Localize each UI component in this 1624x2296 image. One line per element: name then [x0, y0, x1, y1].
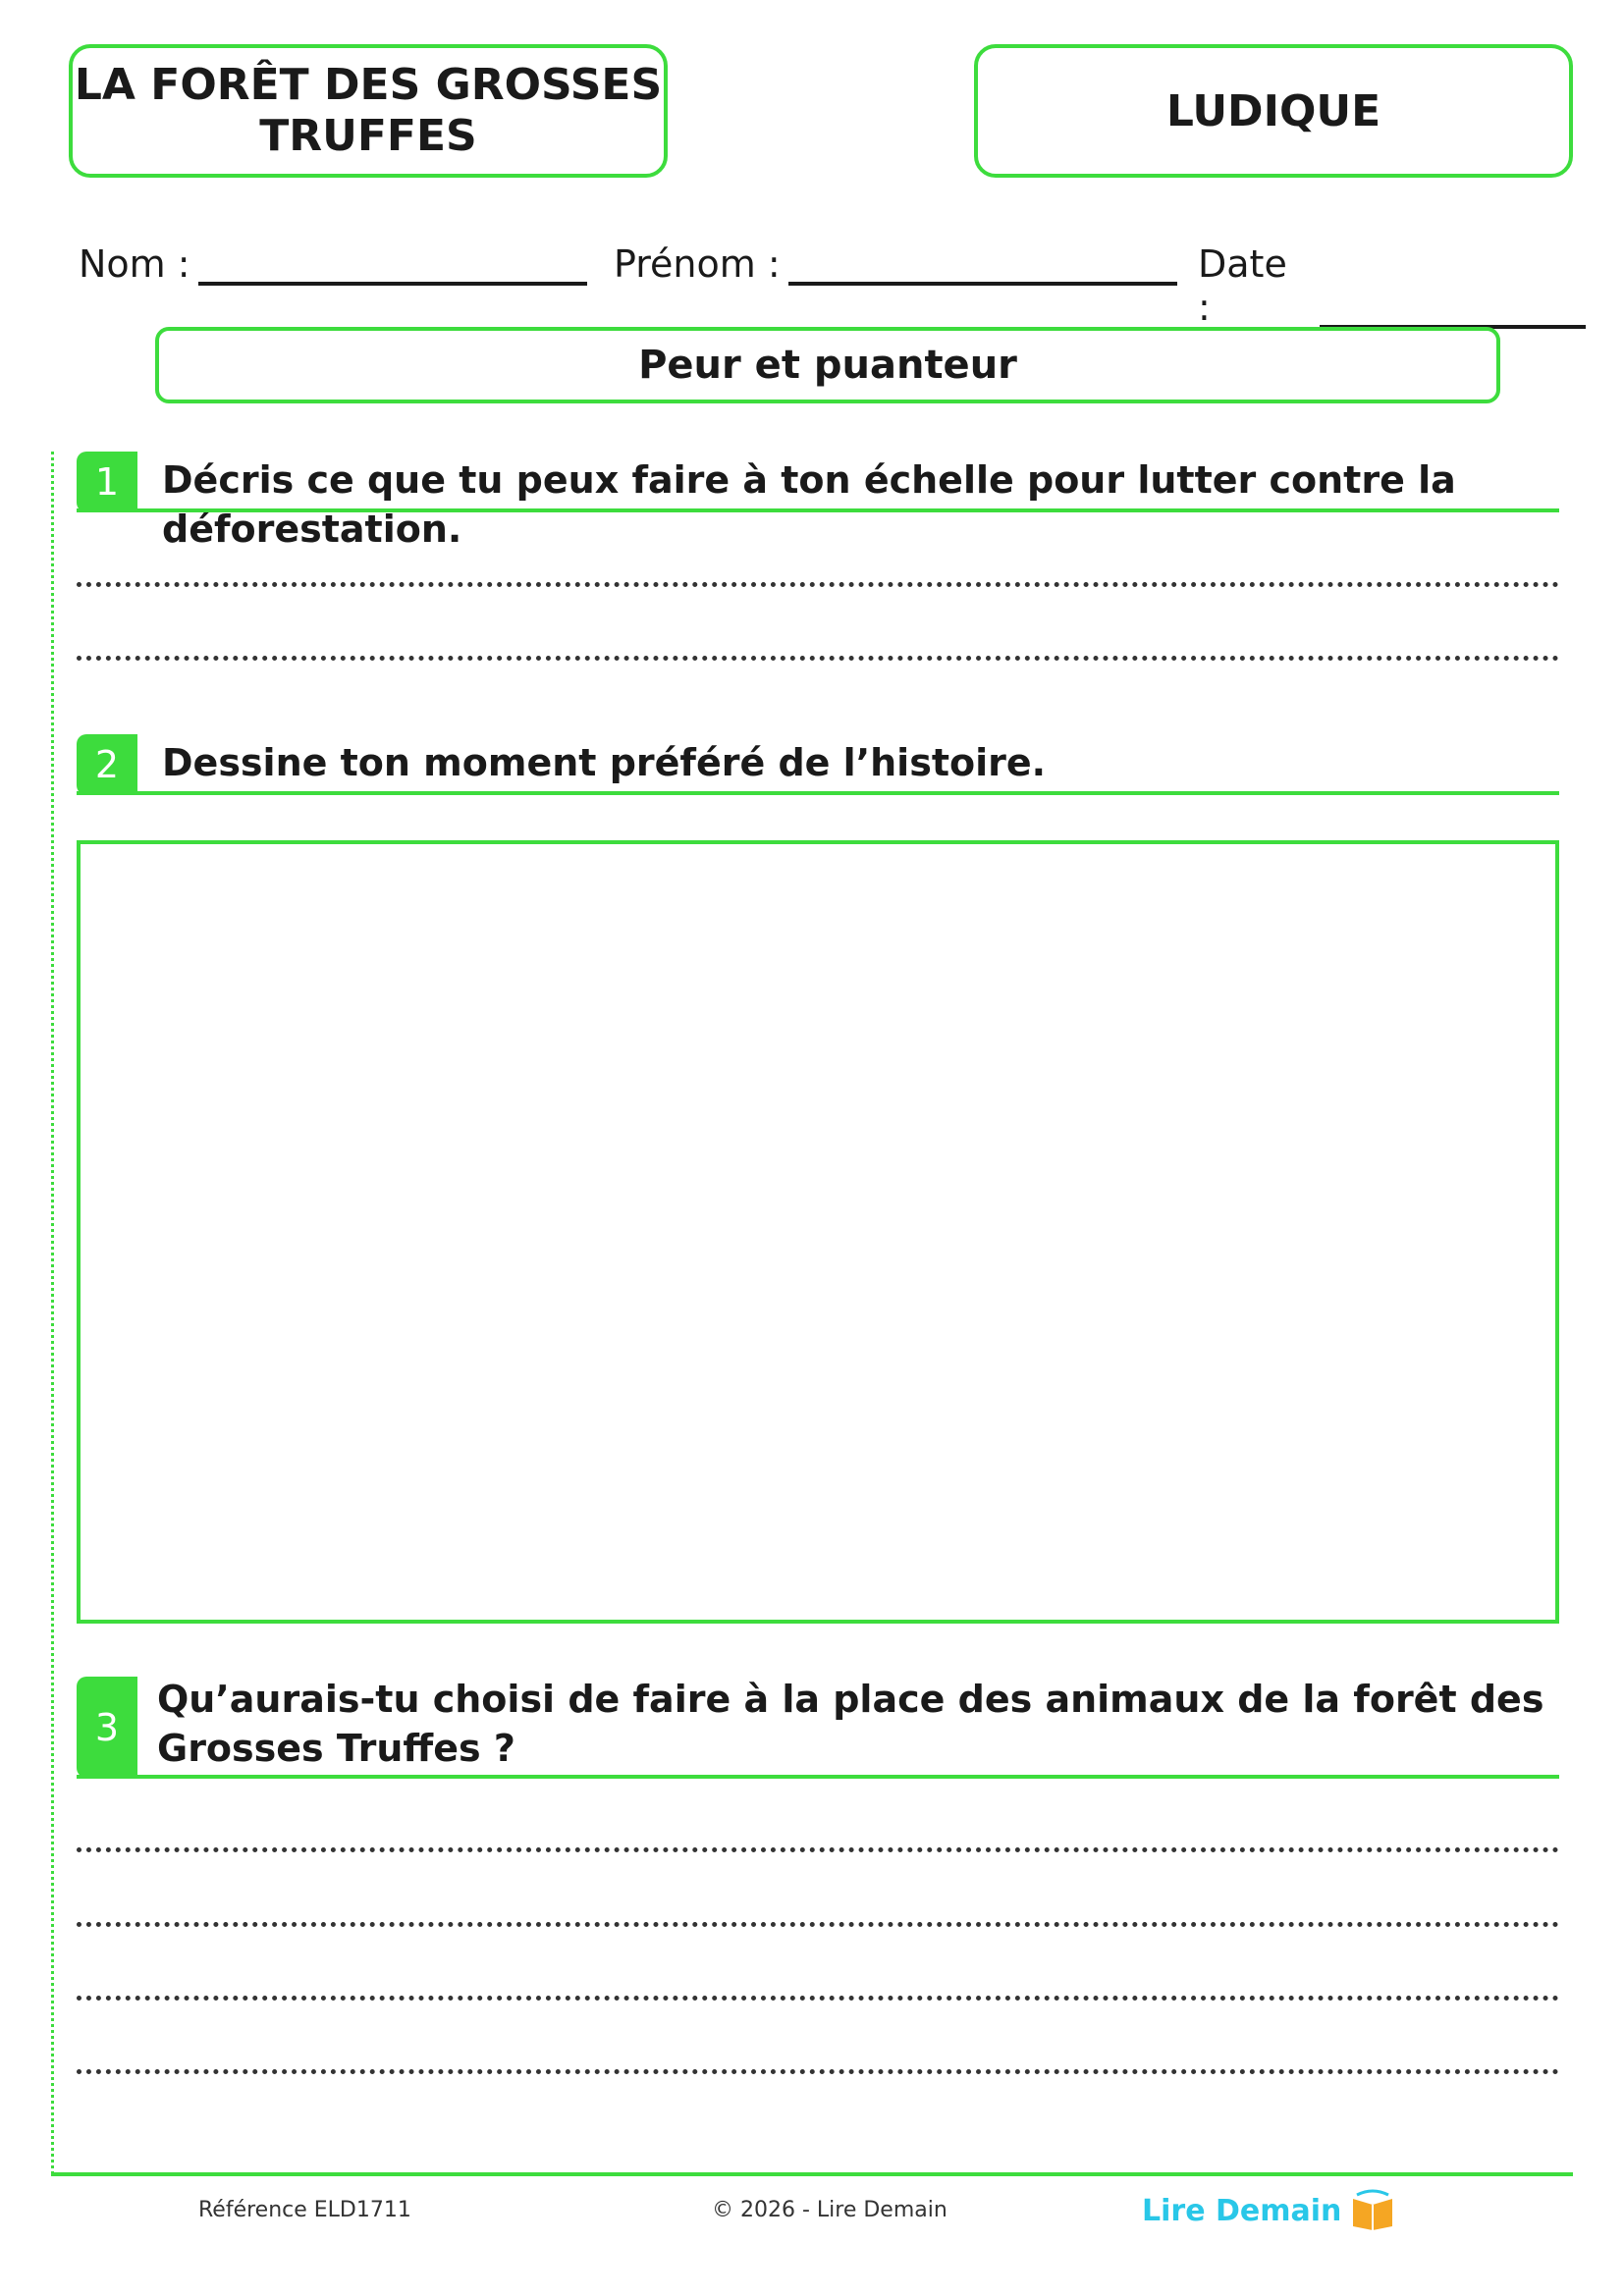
question-2-number: 2: [94, 743, 120, 786]
question-3-text: [157, 1675, 1543, 1773]
question-3-text-line1: Qu’aurais-tu choisi de faire à la place des animaux de la forêt des: [157, 1678, 1544, 1721]
category-box: [974, 44, 1573, 178]
question-3-badge: [77, 1677, 137, 1778]
question-3-text-line2: Grosses Truffes ?: [157, 1727, 515, 1770]
footer-rule: [51, 2172, 1573, 2176]
date-line[interactable]: [1320, 286, 1587, 329]
nom-label: Nom :: [79, 242, 190, 286]
category-label: LUDIQUE: [1165, 85, 1381, 136]
question-1-underline: [77, 508, 1559, 512]
worksheet-title-box: [69, 44, 668, 178]
answer-line-3-4[interactable]: [77, 2069, 1559, 2074]
margin-rule: [51, 452, 54, 2174]
answer-line-3-2[interactable]: [77, 1922, 1559, 1927]
worksheet-title-line2: TRUFFES: [259, 111, 477, 161]
question-1-text: Décris ce que tu peux faire à ton échelle pour lutter contre la déforestation.: [162, 458, 1456, 551]
question-3-number: 3: [94, 1705, 120, 1749]
subtitle: Peur et puanteur: [638, 343, 1017, 388]
question-1-badge: [77, 452, 137, 512]
subtitle-box: [155, 327, 1500, 403]
question-3-underline: [77, 1775, 1559, 1779]
open-book-icon: [1349, 2187, 1396, 2234]
answer-line-1-2[interactable]: [77, 656, 1559, 661]
footer-reference: Référence ELD1711: [198, 2198, 411, 2222]
footer-copyright: © 2026 - Lire Demain: [712, 2198, 947, 2222]
question-2-text: Dessine ton moment préféré de l’histoire.: [162, 741, 1047, 784]
prenom-label: Prénom :: [614, 242, 781, 286]
answer-line-3-1[interactable]: [77, 1847, 1559, 1852]
logo-text: Lire Demain: [1142, 2193, 1342, 2228]
question-1-number: 1: [94, 460, 120, 504]
nom-field[interactable]: [79, 242, 587, 286]
drawing-area[interactable]: [77, 840, 1559, 1624]
question-2-badge: [77, 734, 137, 795]
lire-demain-logo: [1142, 2187, 1396, 2234]
identity-row: [79, 242, 1586, 329]
answer-line-3-3[interactable]: [77, 1996, 1559, 2001]
date-label: Date :: [1198, 242, 1287, 329]
date-field[interactable]: [1198, 242, 1586, 329]
nom-line[interactable]: [198, 242, 587, 286]
prenom-line[interactable]: [788, 242, 1177, 286]
question-2-underline: [77, 791, 1559, 795]
worksheet-title-line1: LA FORÊT DES GROSSES: [74, 60, 663, 110]
prenom-field[interactable]: [614, 242, 1177, 286]
answer-line-1-1[interactable]: [77, 582, 1559, 587]
